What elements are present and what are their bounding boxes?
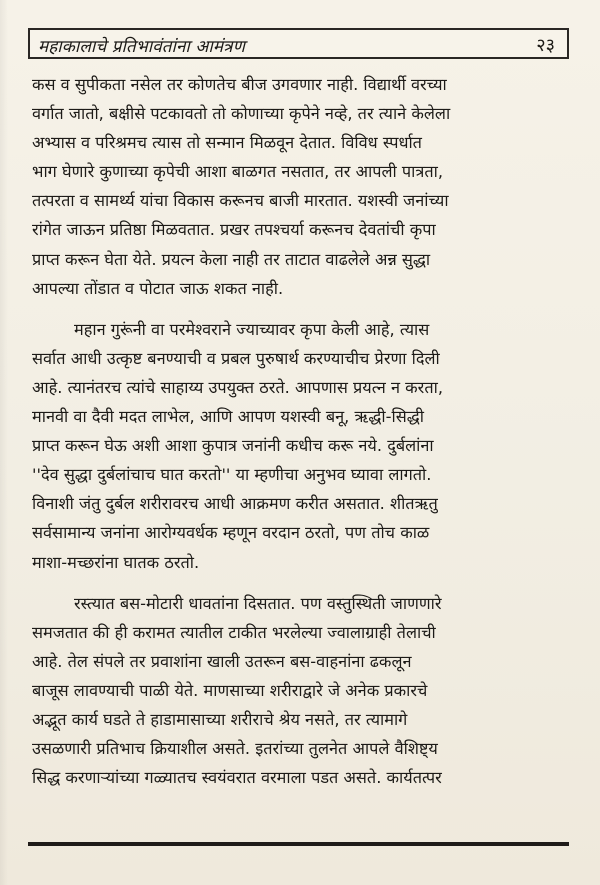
text-line: समजतात की ही करामत त्यातील टाकीत भरलेल्या ज्वालाग्राही तेलाची bbox=[32, 622, 436, 642]
paragraph-3 bbox=[32, 589, 570, 793]
chapter-title: महाकालाचे प्रतिभावंतांना आमंत्रण bbox=[38, 37, 246, 57]
paragraph-gap bbox=[32, 303, 570, 315]
text-line: सर्वसामान्य जनांना आरोग्यवर्धक म्हणून वरदान ठरतो, पण तोच काळ bbox=[32, 523, 430, 543]
text-line: अभ्यास व परिश्रमच त्यास तो सन्मान मिळवून देतात. विविध स्पर्धात bbox=[32, 133, 422, 153]
text-line: अद्भूत कार्य घडते ते हाडामासाच्या शरीराचे श्रेय नसते, तर त्यामागे bbox=[32, 709, 408, 729]
body-text bbox=[32, 70, 570, 792]
text-line: ''देव सुद्धा दुर्बलांचाच घात करतो'' या म्हणीचा अनुभव घ्यावा लागतो. bbox=[32, 465, 432, 485]
text-line-indented: रस्त्यात बस-मोटारी धावतांना दिसतात. पण वस्तुस्थिती जाणणारे bbox=[74, 593, 442, 613]
text-line: प्राप्त करून घेता येते. प्रयत्न केला नाही तर ताटात वाढलेले अन्न सुद्धा bbox=[32, 249, 431, 269]
text-line: उसळणारी प्रतिभाच क्रियाशील असते. इतरांच्या तुलनेत आपले वैशिष्ट्य bbox=[32, 739, 438, 759]
paragraph-1 bbox=[32, 70, 570, 303]
text-line: तत्परता व सामर्थ्य यांचा विकास करूनच बाजी मारतात. यशस्वी जनांच्या bbox=[32, 191, 449, 211]
text-line: सिद्ध करणाऱ्यांच्या गळ्यातच स्वयंवरात वरमाला पडत असते. कार्यतत्पर bbox=[32, 768, 442, 788]
page-number: २३ bbox=[536, 35, 555, 56]
text-line: भाग घेणारे कुणाच्या कृपेची आशा बाळगत नसतात, तर आपली पात्रता, bbox=[32, 162, 444, 182]
footer-rule bbox=[28, 842, 569, 846]
text-line-indented: महान गुरूंनी वा परमेश्वराने ज्याच्यावर कृपा केली आहे, त्यास bbox=[74, 319, 430, 339]
text-line: विनाशी जंतु दुर्बल शरीरावरच आधी आक्रमण करीत असतात. शीतऋतु bbox=[32, 494, 438, 514]
text-line: आहे. त्यानंतरच त्यांचे साहाय्य उपयुक्त ठरते. आपणास प्रयत्न न करता, bbox=[32, 377, 444, 397]
text-line: बाजूस लावण्याची पाळी येते. माणसाच्या शरीराद्वारे जे अनेक प्रकारचे bbox=[32, 680, 428, 700]
paragraph-2 bbox=[32, 315, 570, 577]
paragraph-gap bbox=[32, 577, 570, 589]
text-line: प्राप्त करून घेऊ अशी आशा कुपात्र जनांनी कधीच करू नये. दुर्बलांना bbox=[32, 436, 434, 456]
text-line: मानवी वा दैवी मदत लाभेल, आणि आपण यशस्वी बनू, ऋद्धी-सिद्धी bbox=[32, 407, 424, 427]
page-edge-shadow bbox=[0, 0, 8, 885]
text-line: सर्वात आधी उत्कृष्ट बनण्याची व प्रबल पुरुषार्थ करण्याचीच प्रेरणा दिली bbox=[32, 348, 440, 368]
text-line: वर्गात जातो, बक्षीसे पटकावतो तो कोणाच्या कृपेने नव्हे, तर त्याने केलेला bbox=[32, 104, 451, 124]
text-line: आपल्या तोंडात व पोटात जाऊ शकत नाही. bbox=[32, 278, 284, 298]
running-header bbox=[28, 28, 569, 59]
text-line: कस व सुपीकता नसेल तर कोणतेच बीज उगवणार नाही. विद्यार्थी वरच्या bbox=[32, 75, 447, 94]
text-line: आहे. तेल संपले तर प्रवाशांना खाली उतरून बस-वाहनांना ढकलून bbox=[32, 651, 412, 671]
text-line: माशा-मच्छरांना घातक ठरतो. bbox=[32, 552, 200, 572]
text-line: रांगेत जाऊन प्रतिष्ठा मिळवतात. प्रखर तपश्चर्या करूनच देवतांची कृपा bbox=[32, 220, 436, 240]
